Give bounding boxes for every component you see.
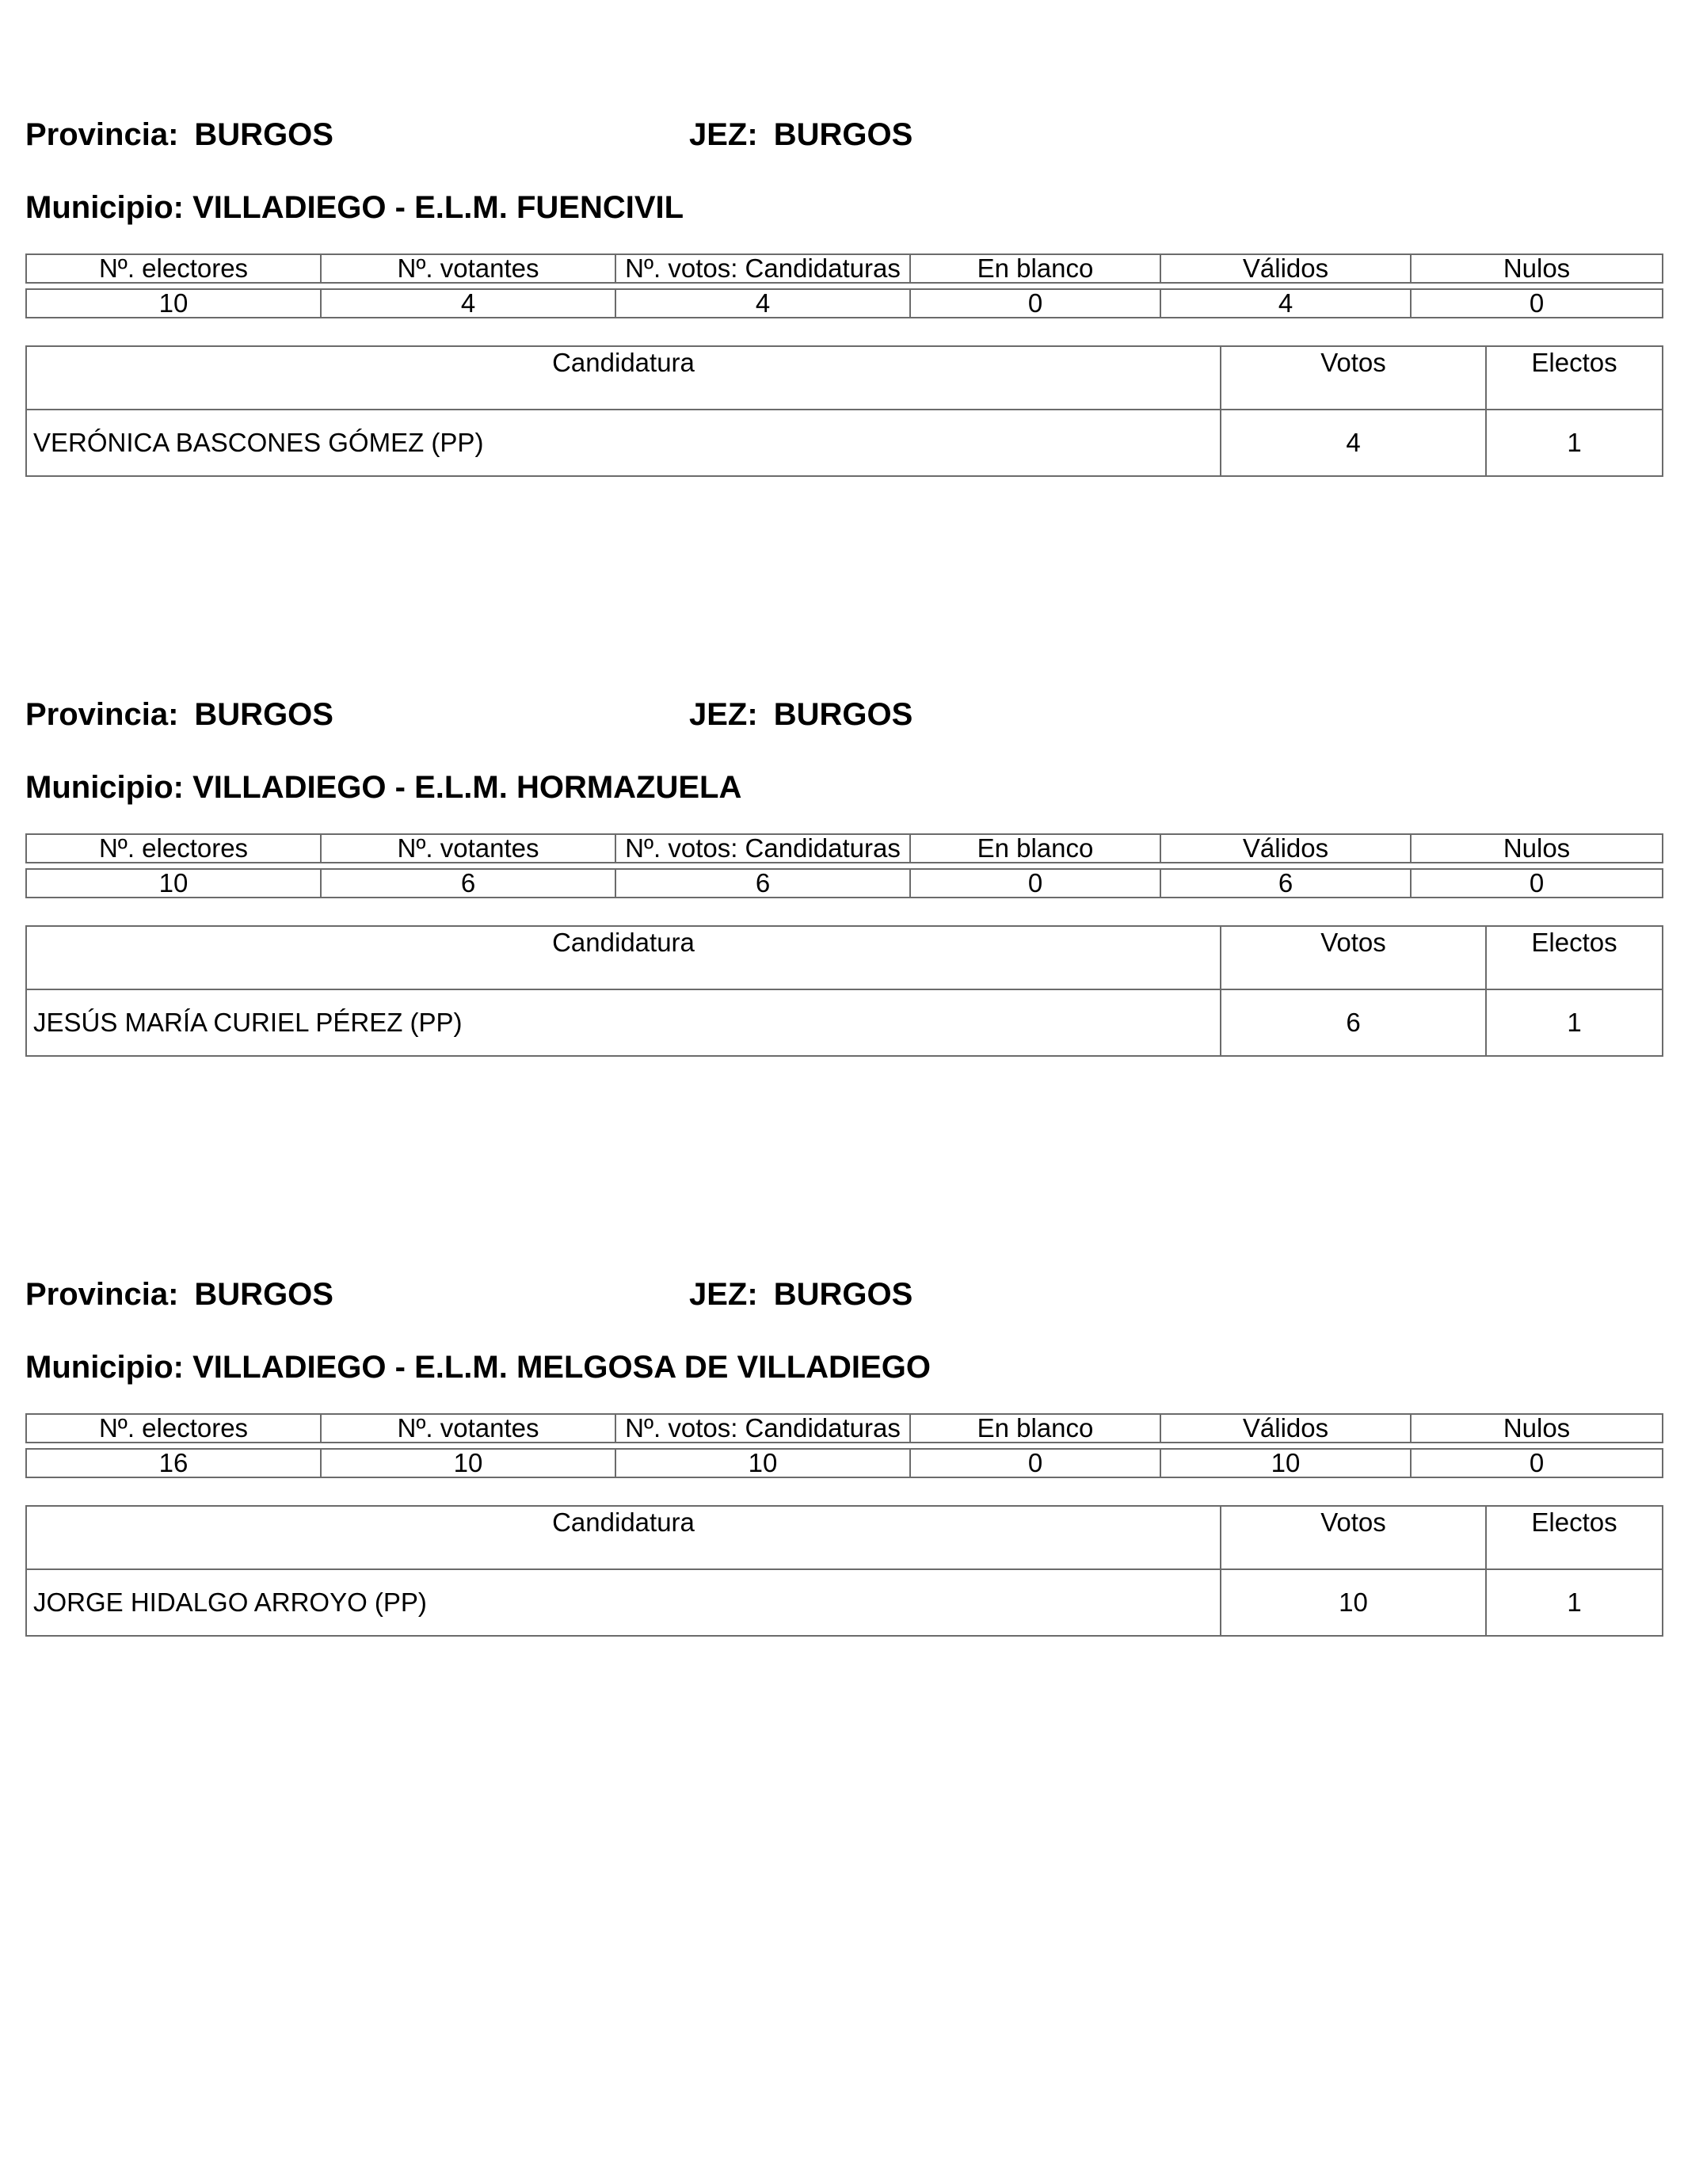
stats-header-cell: Nº. votos: Candidaturas bbox=[615, 834, 910, 863]
stats-header-cell: Válidos bbox=[1160, 254, 1411, 283]
stats-value-cell: 6 bbox=[1160, 869, 1411, 898]
provincia-value: BURGOS bbox=[194, 697, 333, 732]
stats-header-cell: En blanco bbox=[910, 834, 1160, 863]
stats-value-cell: 10 bbox=[26, 869, 321, 898]
stats-value-cell: 6 bbox=[321, 869, 615, 898]
result-block-hormazuela bbox=[25, 696, 1662, 1203]
candidatura-header: Candidatura bbox=[26, 346, 1221, 410]
candidates-table bbox=[25, 925, 1663, 1057]
stats-value-cell: 0 bbox=[910, 1449, 1160, 1477]
stats-table bbox=[25, 833, 1663, 898]
stats-header-cell: Válidos bbox=[1160, 1414, 1411, 1443]
stats-header-cell: En blanco bbox=[910, 1414, 1160, 1443]
stats-header-cell: Nº. votantes bbox=[321, 1414, 615, 1443]
candidates-header-row bbox=[26, 1506, 1663, 1569]
stats-table bbox=[25, 1413, 1663, 1478]
candidates-table bbox=[25, 1505, 1663, 1637]
provincia-value: BURGOS bbox=[194, 1277, 333, 1312]
candidates-header-row bbox=[26, 346, 1663, 410]
electos-header: Electos bbox=[1486, 346, 1663, 410]
provincia-label: Provincia: bbox=[25, 117, 179, 152]
stats-value-cell: 16 bbox=[26, 1449, 321, 1477]
stats-value-cell: 0 bbox=[1411, 1449, 1663, 1477]
candidatura-header: Candidatura bbox=[26, 1506, 1221, 1569]
electos-header: Electos bbox=[1486, 1506, 1663, 1569]
provincia-label: Provincia: bbox=[25, 697, 179, 732]
jez-heading bbox=[689, 1275, 912, 1313]
candidates-header-row bbox=[26, 926, 1663, 989]
stats-header-cell: En blanco bbox=[910, 254, 1160, 283]
municipio-heading: Municipio: VILLADIEGO - E.L.M. FUENCIVIL bbox=[25, 190, 684, 225]
votos-header: Votos bbox=[1221, 1506, 1486, 1569]
jez-label: JEZ: bbox=[689, 117, 758, 152]
stats-value-cell: 0 bbox=[910, 289, 1160, 318]
stats-header-cell: Nulos bbox=[1411, 834, 1663, 863]
stats-header-cell: Nulos bbox=[1411, 254, 1663, 283]
stats-header-row bbox=[26, 254, 1663, 283]
candidate-row bbox=[26, 989, 1663, 1056]
stats-table bbox=[25, 253, 1663, 318]
provincia-value: BURGOS bbox=[194, 117, 333, 152]
stats-value-cell: 6 bbox=[615, 869, 910, 898]
municipio-heading: Municipio: VILLADIEGO - E.L.M. MELGOSA DE VILLADIEGO bbox=[25, 1350, 931, 1385]
candidate-name: VERÓNICA BASCONES GÓMEZ (PP) bbox=[26, 410, 1221, 476]
result-block-melgosa bbox=[25, 1275, 1662, 1782]
candidate-electos: 1 bbox=[1486, 410, 1663, 476]
stats-value-cell: 4 bbox=[1160, 289, 1411, 318]
stats-header-cell: Nº. electores bbox=[26, 834, 321, 863]
jez-heading bbox=[689, 116, 912, 154]
stats-header-cell: Nº. electores bbox=[26, 1414, 321, 1443]
jez-label: JEZ: bbox=[689, 697, 758, 732]
stats-value-cell: 4 bbox=[321, 289, 615, 318]
stats-header-cell: Nº. votantes bbox=[321, 834, 615, 863]
candidate-votos: 6 bbox=[1221, 989, 1486, 1056]
candidate-row bbox=[26, 410, 1663, 476]
jez-value: BURGOS bbox=[773, 697, 913, 732]
candidate-electos: 1 bbox=[1486, 989, 1663, 1056]
municipio-heading: Municipio: VILLADIEGO - E.L.M. HORMAZUELA bbox=[25, 770, 742, 805]
result-block-fuencivil bbox=[25, 116, 1662, 623]
stats-header-cell: Nº. votos: Candidaturas bbox=[615, 1414, 910, 1443]
candidate-row bbox=[26, 1569, 1663, 1636]
provincia-heading bbox=[25, 1275, 333, 1313]
jez-heading bbox=[689, 696, 912, 734]
stats-value-cell: 10 bbox=[1160, 1449, 1411, 1477]
stats-value-cell: 4 bbox=[615, 289, 910, 318]
stats-value-cell: 0 bbox=[1411, 869, 1663, 898]
stats-value-cell: 0 bbox=[1411, 289, 1663, 318]
candidatura-header: Candidatura bbox=[26, 926, 1221, 989]
stats-value-cell: 0 bbox=[910, 869, 1160, 898]
candidate-votos: 10 bbox=[1221, 1569, 1486, 1636]
candidate-votos: 4 bbox=[1221, 410, 1486, 476]
candidate-name: JORGE HIDALGO ARROYO (PP) bbox=[26, 1569, 1221, 1636]
provincia-heading bbox=[25, 116, 333, 154]
jez-value: BURGOS bbox=[773, 117, 913, 152]
votos-header: Votos bbox=[1221, 926, 1486, 989]
candidates-table bbox=[25, 345, 1663, 477]
stats-header-cell: Nº. votantes bbox=[321, 254, 615, 283]
stats-header-row bbox=[26, 834, 1663, 863]
jez-value: BURGOS bbox=[773, 1277, 913, 1312]
stats-value-cell: 10 bbox=[615, 1449, 910, 1477]
stats-header-cell: Nº. electores bbox=[26, 254, 321, 283]
stats-header-cell: Nº. votos: Candidaturas bbox=[615, 254, 910, 283]
candidate-electos: 1 bbox=[1486, 1569, 1663, 1636]
stats-value-cell: 10 bbox=[321, 1449, 615, 1477]
stats-header-row bbox=[26, 1414, 1663, 1443]
stats-value-row bbox=[26, 869, 1663, 898]
candidate-name: JESÚS MARÍA CURIEL PÉREZ (PP) bbox=[26, 989, 1221, 1056]
stats-value-row bbox=[26, 289, 1663, 318]
electos-header: Electos bbox=[1486, 926, 1663, 989]
stats-header-cell: Válidos bbox=[1160, 834, 1411, 863]
stats-header-cell: Nulos bbox=[1411, 1414, 1663, 1443]
provincia-heading bbox=[25, 696, 333, 734]
provincia-label: Provincia: bbox=[25, 1277, 179, 1312]
votos-header: Votos bbox=[1221, 346, 1486, 410]
stats-value-row bbox=[26, 1449, 1663, 1477]
jez-label: JEZ: bbox=[689, 1277, 758, 1312]
stats-value-cell: 10 bbox=[26, 289, 321, 318]
